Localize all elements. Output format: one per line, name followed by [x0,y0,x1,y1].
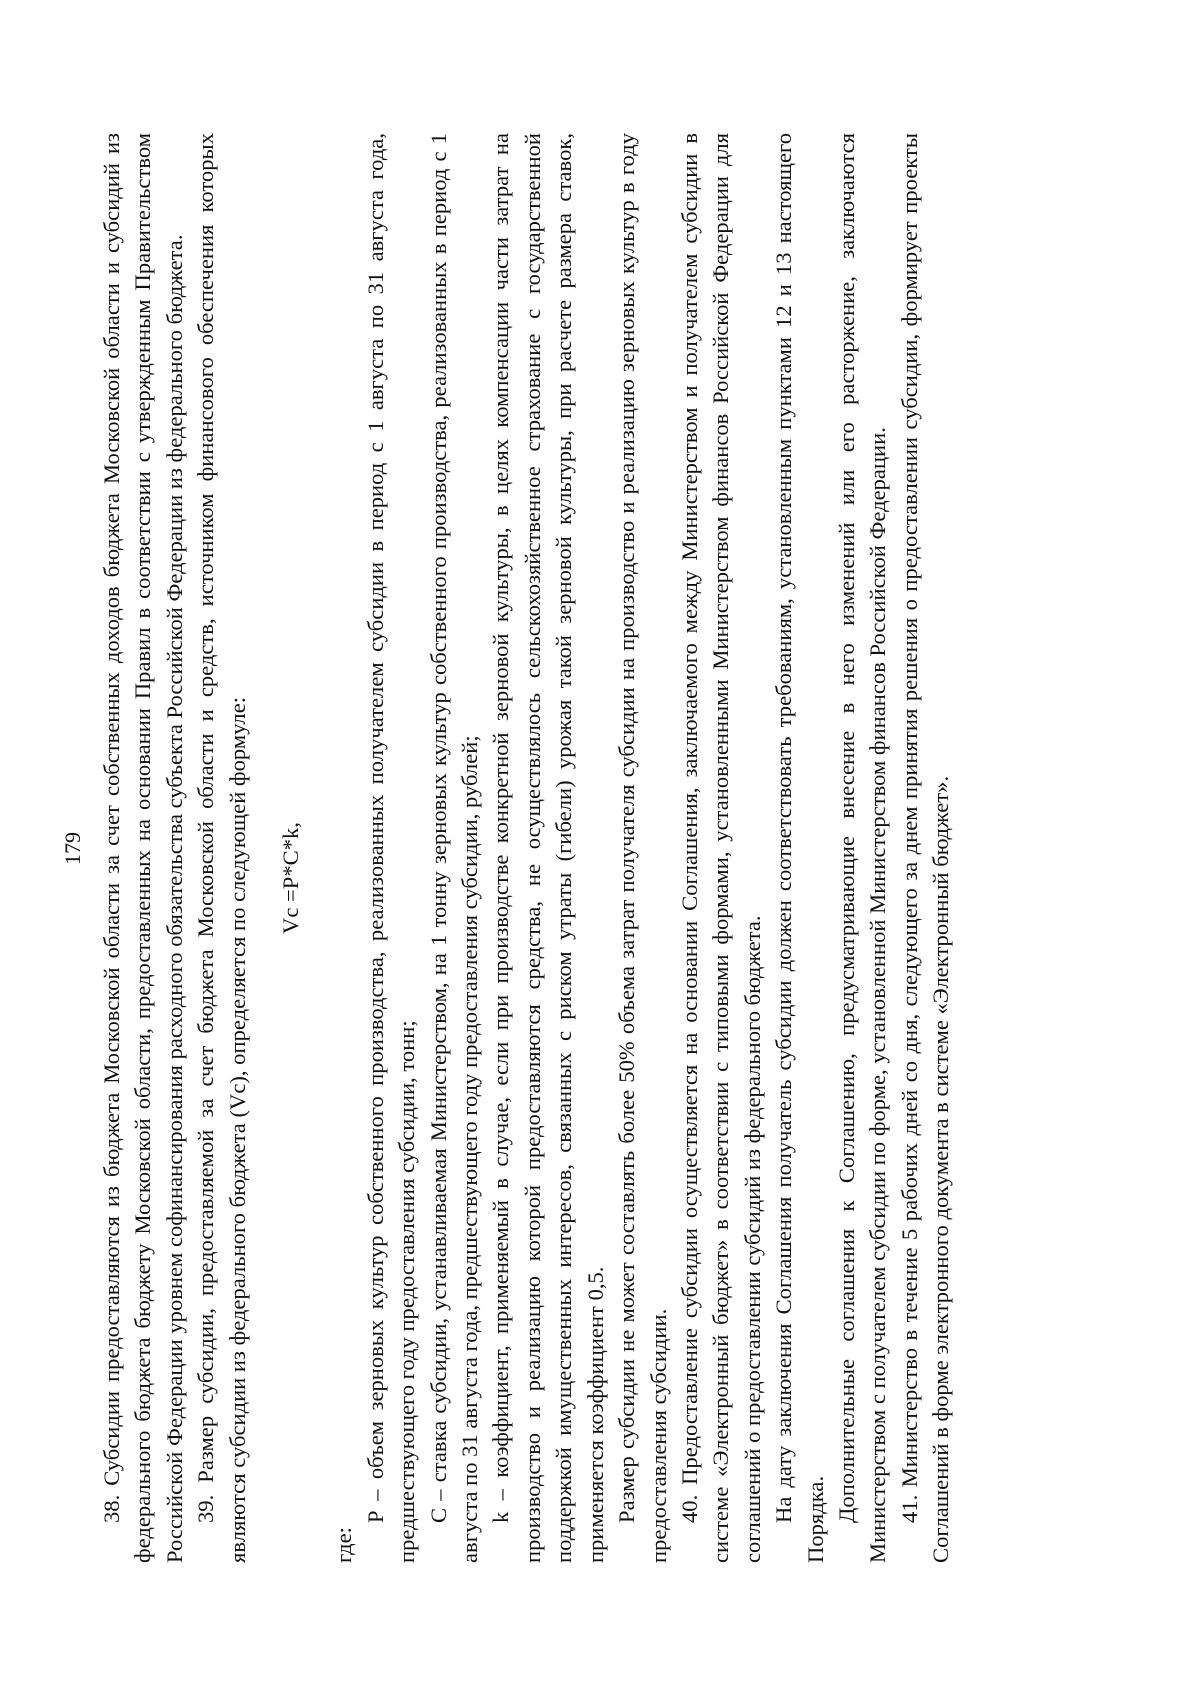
subsidy-formula: Vc =P*C*k, [278,822,304,934]
page-number: 179 [60,832,85,865]
paragraph-41: 41. Министерство в течение 5 рабочих дней со дня, следующего за днем принятия решения о предоставлении субсидии, формирует проекты Соглашений в форме электронного документа в системе «Электронный бюджет». [896,133,954,1563]
paragraph-39: 39. Размер субсидии, предоставляемой за счет бюджета Московской области и средств, источником финансового обеспечения которых являются субсидии из федерального бюджета (Vc), определяется по следующей формуле: [193,133,250,1563]
paragraph-38: 38. Субсидии предоставляются из бюджета Московской области за счет собственных доходов бюджета Московской области и субсидий из федерального бюджета бюджету Московской области, предоставленных на основании Правил в соответствии с утвержденным Правительством Российской Федерации уровнем софинансирования расходного обязательства субъекта Российской Федерации из федерального бюджета. [99,133,187,1563]
where-label: где: [331,1527,357,1563]
document-body [96,133,957,1563]
definition-k: k – коэффициент, применяемый в случае, если при производстве конкретной зерновой культуры, в целях компенсации части затрат на производство и реализацию которой предоставляются средства, не осуществлялось сельскохозяйственное страхование с государственной поддержкой имущественных интересов, связанных с риском утраты (гибели) урожая такой зерновой культуры, при расчете размера ставок, применяется коэффициент 0,5. [488,133,608,1563]
paragraph-max-subsidy: Размер субсидии не может составлять более 50% объема затрат получателя субсидии на производство и реализацию зерновых культур в году предоставления субсидии. [614,133,671,1563]
definition-c: C – ставка субсидии, устанавливаемая Министерством, на 1 тонну зерновых культур собственного производства, реализованных в период с 1 августа по 31 августа года, предшествующего году предоставления субсидии, рублей; [425,133,483,1563]
paragraph-40: 40. Предоставление субсидии осуществляется на основании Соглашения, заключаемого между Министерством и получателем субсидии в системе «Электронный бюджет» в соответствии с типовыми формами, установленными Министерством финансов Российской Федерации для соглашений о предоставлении субсидий из федерального бюджета. [676,133,765,1563]
paragraph-additional-agreements: Дополнительные соглашения к Соглашению, предусматривающие внесение в него изменений или его расторжение, заключаются Министерством с получателем субсидии по форме, установленной Министерством финансов Российской Федерации. [833,133,891,1563]
definition-p: P – объем зерновых культур собственного производства, реализованных получателем субсидии в период с 1 августа по 31 августа года, предшествующего году предоставления субсидии, тонн; [362,133,420,1563]
paragraph-agreement-date: На дату заключения Соглашения получатель субсидии должен соответствовать требованиям, установленным пунктами 12 и 13 настоящего Порядка. [771,133,828,1563]
